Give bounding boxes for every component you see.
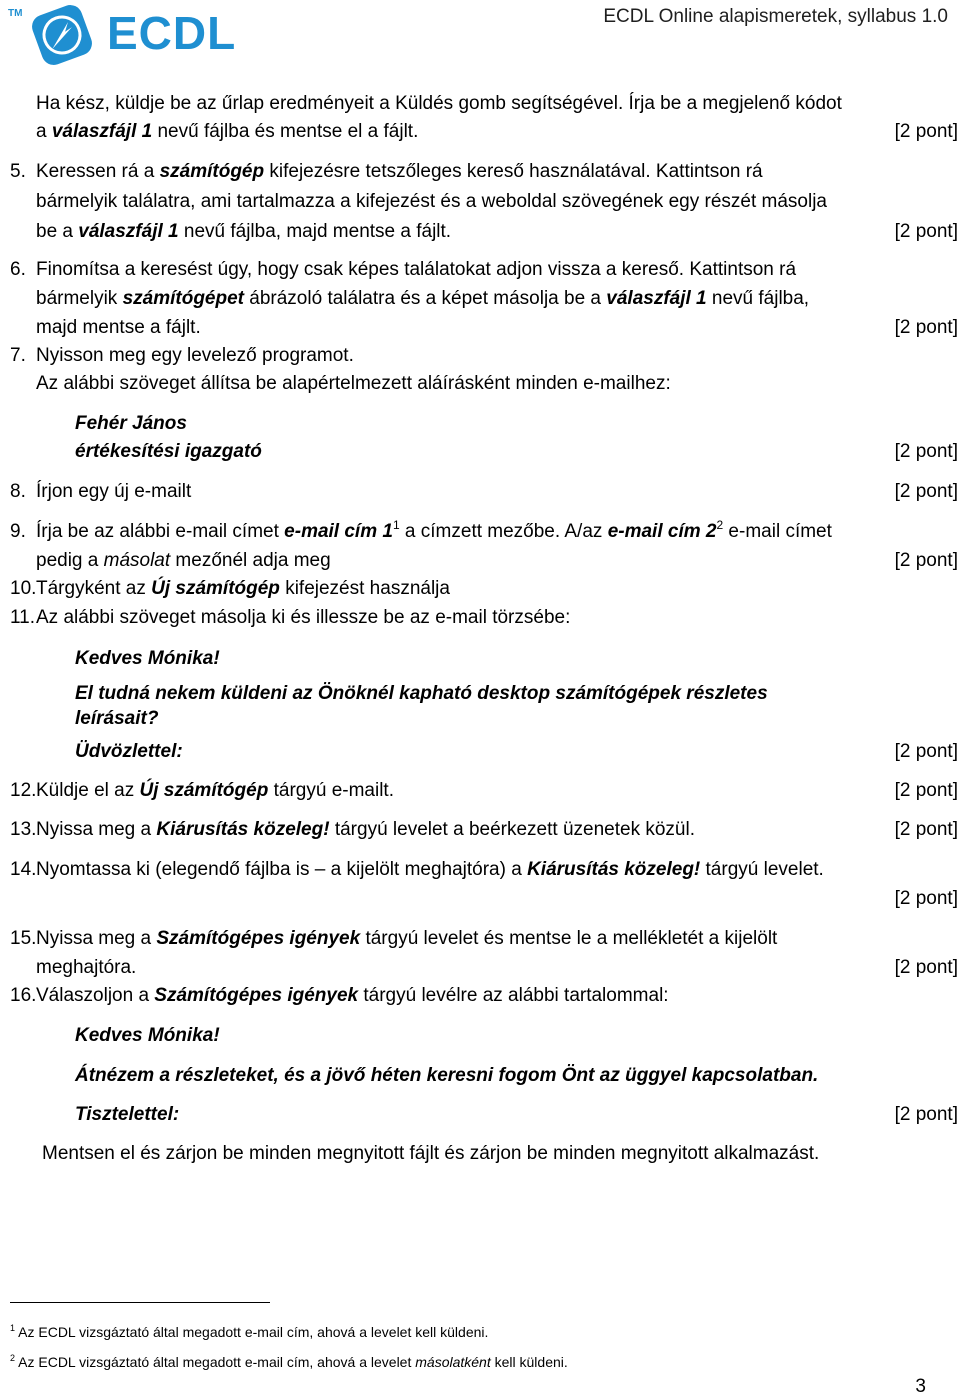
footnote-ref-2: 2: [716, 518, 724, 532]
task5-line-2: bármelyik találatra, ami tartalmazza a kifejezést és a weboldal szövegének egy részét másolja: [36, 191, 827, 212]
task8-text: Írjon egy új e-mailt: [36, 481, 192, 502]
intro-line-2: a válaszfájl 1 nevű fájlba és mentse el a fájlt.: [36, 121, 419, 142]
task-number: 9.: [10, 521, 26, 542]
page-header-title: ECDL Online alapismeretek, syllabus 1.0: [603, 6, 948, 27]
intro-line-1: Ha kész, küldje be az űrlap eredményeit a Küldés gomb segítségével. Írja be a megjelenő kódot: [36, 93, 842, 114]
task13-text: Nyissa meg a Kiárusítás közeleg! tárgyú levelet a beérkezett üzenetek közül.: [36, 819, 695, 840]
points-label: [2 pont]: [894, 819, 958, 840]
ecdl-logo-text: ECDL: [107, 7, 237, 59]
task6-line-2: bármelyik számítógépet ábrázoló találatra és a képet másolja be a válaszfájl 1 nevű fájlba,: [36, 288, 810, 309]
task-number: 7.: [10, 345, 26, 366]
task-number: 6.: [10, 259, 26, 280]
task7-line-1: Nyisson meg egy levelező programot.: [36, 345, 354, 366]
reply-greeting: Kedves Mónika!: [75, 1025, 220, 1046]
points-label: [2 pont]: [894, 441, 958, 462]
email-body-line-2: leírásait?: [75, 708, 159, 729]
trademark-mark: TM: [8, 8, 23, 19]
footnote-2: $^2$ Az ECDL vizsgáztató által megadott e-mail cím, ahová a levelet másolatként kell küldeni.: [10, 1353, 568, 1370]
task-number: 14.: [10, 859, 37, 880]
task15-line-1: Nyissa meg a Számítógépes igények tárgyú levelet és mentse le a mellékletét a kijelölt: [36, 928, 778, 949]
points-label: [2 pont]: [894, 957, 958, 978]
task7-line-2: Az alábbi szöveget állítsa be alapértelmezett aláírásként minden e-mailhez:: [36, 373, 671, 394]
task11-line-1: Az alábbi szöveget másolja ki és illessze be az e-mail törzsébe:: [36, 607, 571, 628]
task15-line-2: meghajtóra.: [36, 957, 137, 978]
email-greeting: Kedves Mónika!: [75, 648, 220, 669]
points-label: [2 pont]: [894, 221, 958, 242]
points-label: [2 pont]: [894, 780, 958, 801]
points-label: [2 pont]: [894, 888, 958, 909]
footnote-divider: [10, 1302, 270, 1303]
reply-closing: Tisztelettel:: [75, 1104, 180, 1125]
task6-line-1: Finomítsa a keresést úgy, hogy csak képes találatokat adjon vissza a kereső. Kattintson rá: [36, 259, 797, 280]
task-number: 13.: [10, 819, 37, 840]
closing-instruction: Mentsen el és zárjon be minden megnyitott fájlt és zárjon be minden megnyitott alkalmazást.: [42, 1143, 820, 1164]
task16-line-1: Válaszoljon a Számítógépes igények tárgyú levélre az alábbi tartalommal:: [36, 985, 669, 1006]
task-number: 16.: [10, 985, 37, 1006]
task-number: 11.: [10, 607, 36, 628]
footnote-ref-1: 1: [392, 518, 400, 532]
ecdl-logo-icon: [24, 2, 100, 68]
points-label: [2 pont]: [894, 550, 958, 571]
signature-name: Fehér János: [75, 413, 187, 434]
task14-text: Nyomtassa ki (elegendő fájlba is – a kijelölt meghajtóra) a Kiárusítás közeleg! tárgyú levelet.: [36, 859, 824, 880]
task6-line-3: majd mentse a fájlt.: [36, 317, 201, 338]
points-label: [2 pont]: [894, 1104, 958, 1125]
points-label: [2 pont]: [894, 121, 958, 142]
email-closing: Üdvözlettel:: [75, 741, 183, 762]
signature-title: értékesítési igazgató: [75, 441, 262, 462]
reply-body: Átnézem a részleteket, és a jövő héten keresni fogom Önt az üggyel kapcsolatban.: [75, 1065, 819, 1086]
task9-line-2: pedig a másolat mezőnél adja meg: [36, 550, 331, 571]
task-number: 8.: [10, 481, 26, 502]
task-number: 15.: [10, 928, 37, 949]
task10-text: Tárgyként az Új számítógép kifejezést használja: [36, 578, 450, 599]
points-label: [2 pont]: [894, 481, 958, 502]
points-label: [2 pont]: [894, 741, 958, 762]
task-number: 12.: [10, 780, 37, 801]
page-number: 3: [915, 1376, 926, 1397]
email-body-line-1: El tudná nekem küldeni az Önöknél kapható desktop számítógépek részletes: [75, 683, 768, 704]
task5-line-1: Keressen rá a számítógép kifejezésre tetszőleges kereső használatával. Kattintson rá: [36, 161, 763, 182]
task-number: 10.: [10, 578, 37, 599]
task-number: 5.: [10, 161, 26, 182]
points-label: [2 pont]: [894, 317, 958, 338]
task9-line-1: Írja be az alábbi e-mail címet e-mail cím $1^1$ a címzett mezőbe. A/az e-mail cím $2^2$ e-mail címet: [36, 518, 832, 542]
task5-line-3: be a válaszfájl 1 nevű fájlba, majd mentse a fájlt.: [36, 221, 452, 242]
footnote-1: $^1$ Az ECDL vizsgáztató által megadott e-mail cím, ahová a levelet kell küldeni.: [10, 1323, 489, 1340]
task12-text: Küldje el az Új számítógép tárgyú e-mailt.: [36, 780, 394, 801]
